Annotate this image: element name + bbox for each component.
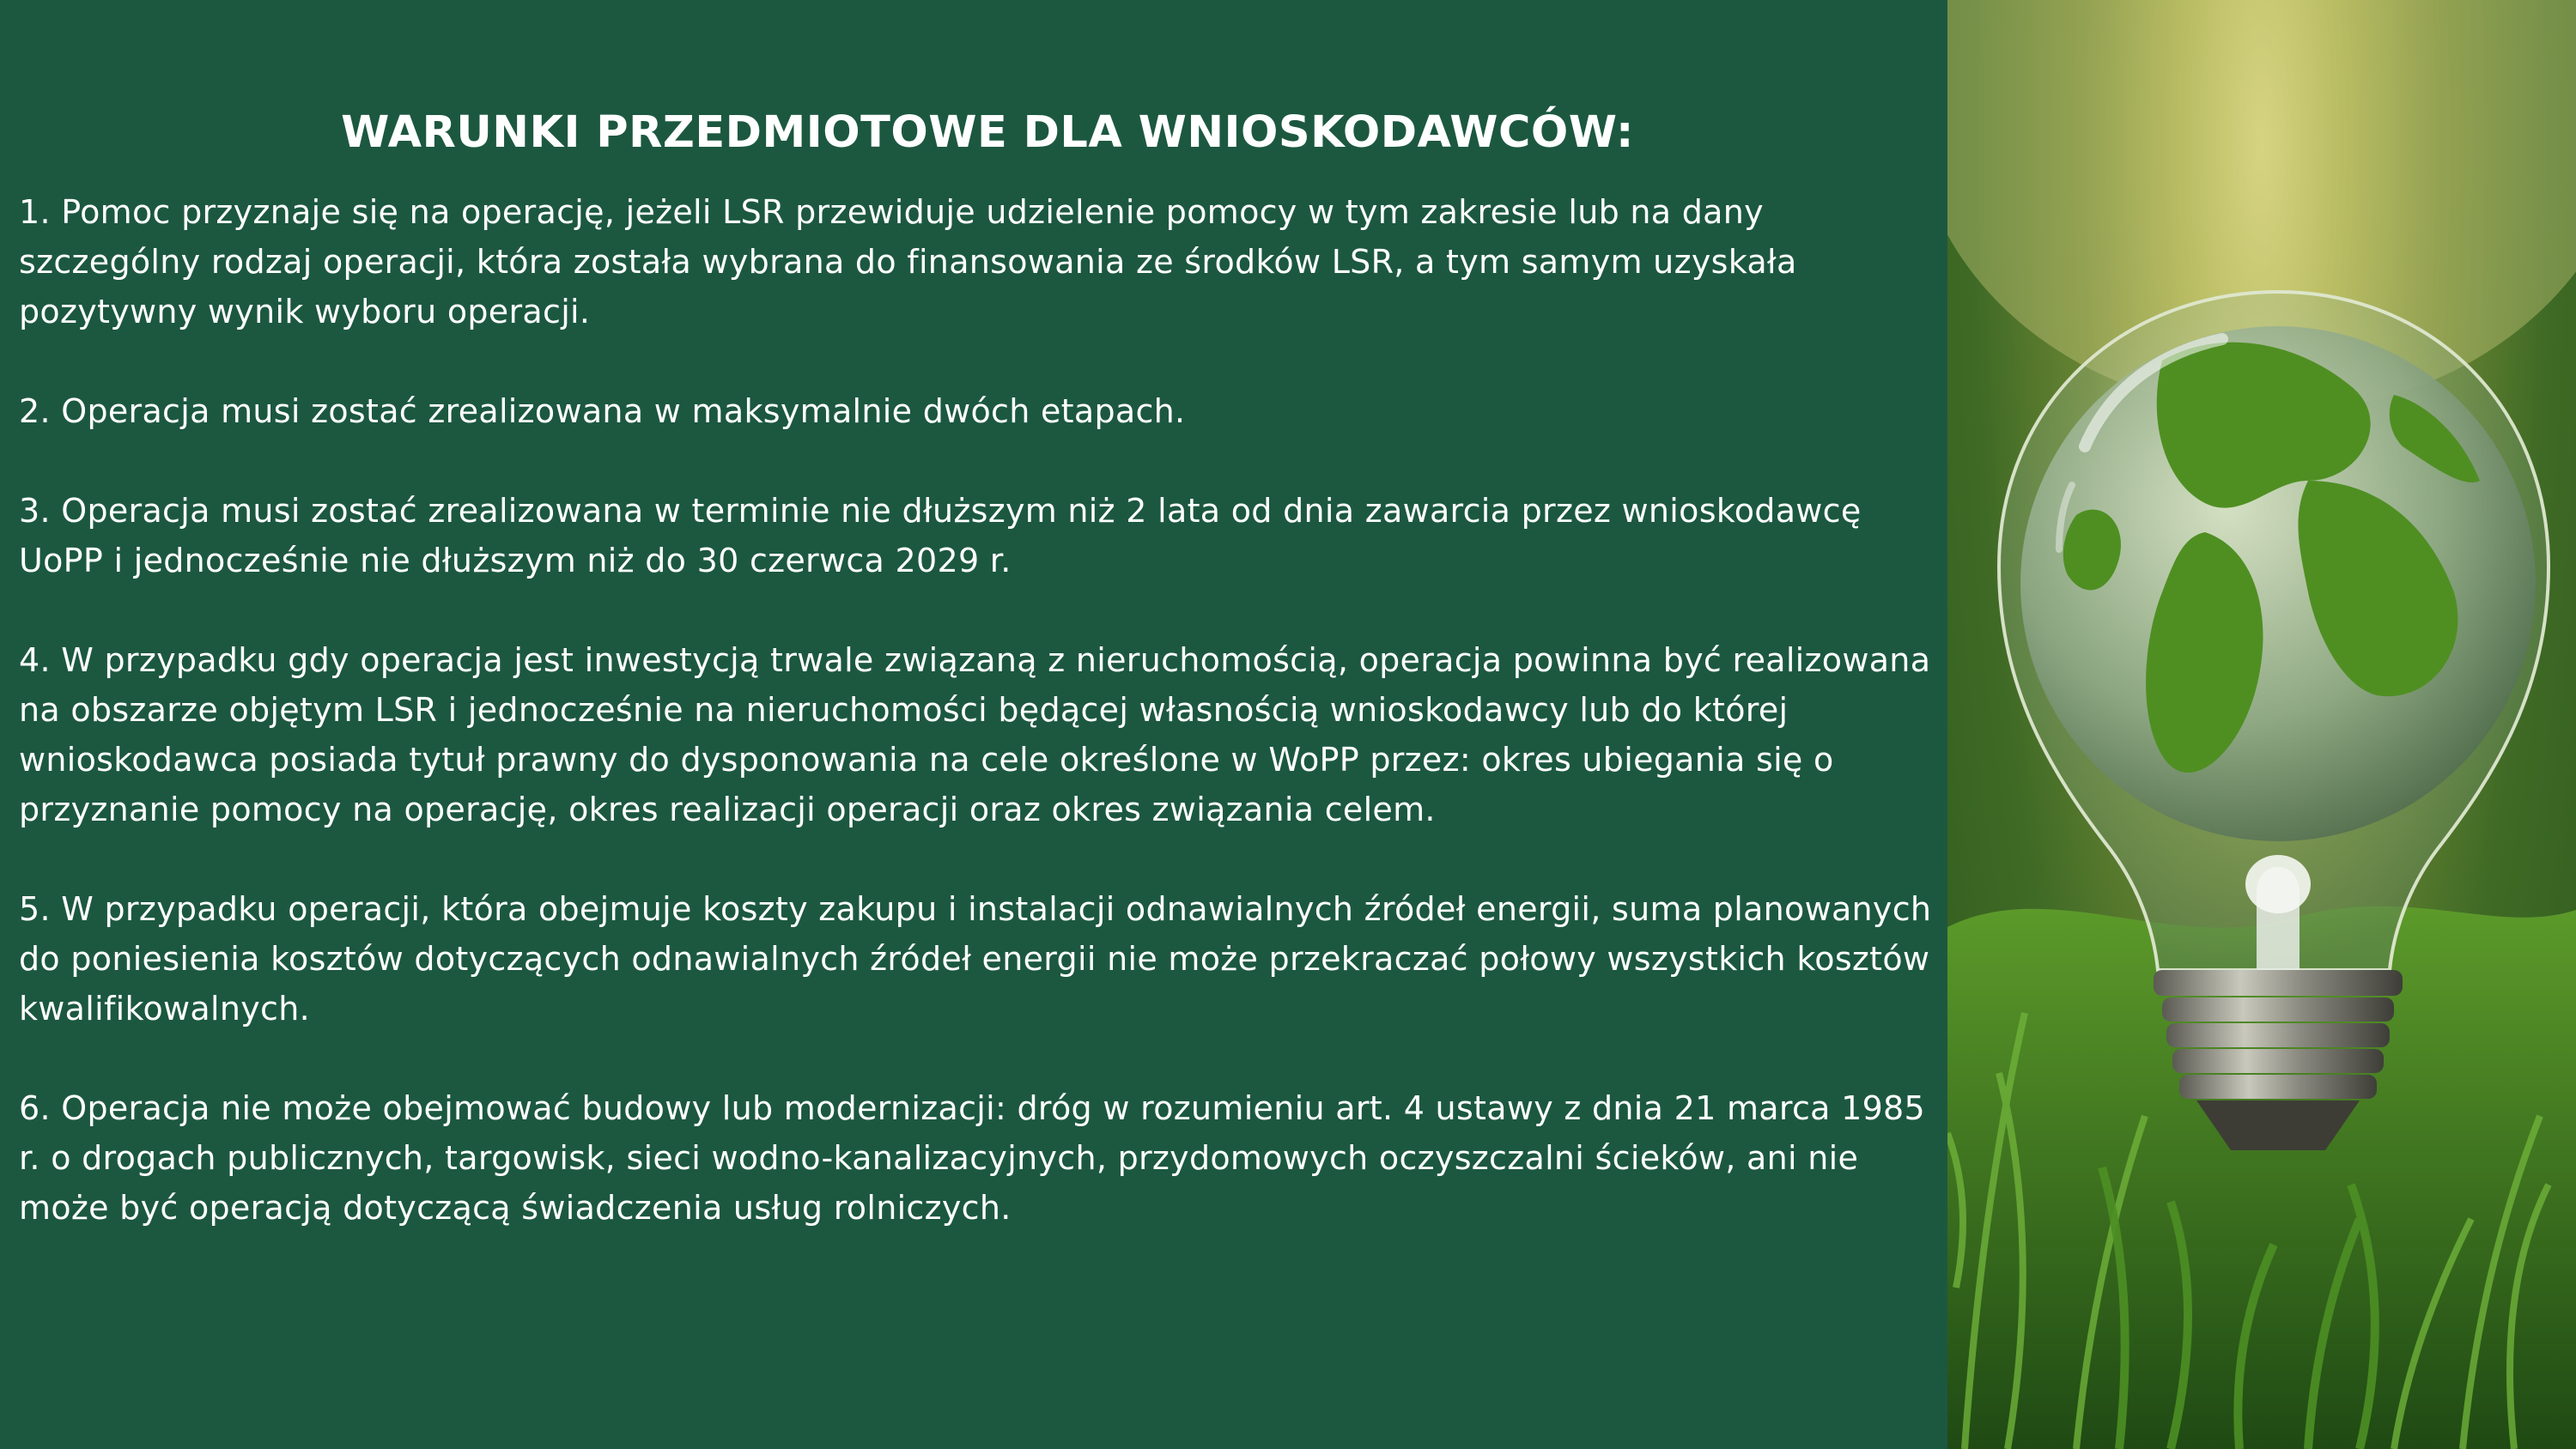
condition-item-5: 5. W przypadku operacji, która obejmuje koszty zakupu i instalacji odnawialnych źródeł energii, suma planowanych do poniesienia kosztów dotyczących odnawialnych źródeł energii nie może przekraczać połowy wszystkich kosztów kwalifikowalnych. — [19, 890, 1932, 1028]
conditions-list — [19, 187, 1942, 1282]
lightbulb-globe-icon — [1947, 0, 2576, 1449]
condition-item-6: 6. Operacja nie może obejmować budowy lub modernizacji: dróg w rozumieniu art. 4 ustawy z dnia 21 marca 1985 r. o drogach publicznych, targowisk, sieci wodno-kanalizacyjnych, przydomowych oczyszczalni ścieków, ani nie może być operacją dotyczącą świadczenia usług rolniczych. — [19, 1089, 1926, 1227]
condition-item-3: 3. Operacja musi zostać zrealizowana w terminie nie dłuższym niż 2 lata od dnia zawarcia przez wnioskodawcę UoPP i jednocześnie nie dłuższym niż do 30 czerwca 2029 r. — [19, 492, 1862, 579]
slide-title: WARUNKI PRZEDMIOTOWE DLA WNIOSKODAWCÓW: — [341, 107, 1634, 159]
condition-item-1: 1. Pomoc przyznaje się na operację, jeżeli LSR przewiduje udzielenie pomocy w tym zakresie lub na dany szczególny rodzaj operacji, która została wybrana do finansowania ze środków LSR, a tym samym uzyskała pozytywny wynik wyboru operacji. — [19, 193, 1797, 330]
condition-item-4: 4. W przypadku gdy operacja jest inwestycją trwale związaną z nieruchomością, operacja powinna być realizowana na obszarze objętym LSR i jednocześnie na nieruchomości będącej własnością wnioskodawcy lub do której wnioskodawca posiada tytuł prawny do dysponowania na cele określone w WoPP przez: okres ubiegania się o przyznanie pomocy na operację, okres realizacji operacji oraz okres związania celem. — [19, 641, 1931, 828]
condition-item-2: 2. Operacja musi zostać zrealizowana w maksymalnie dwóch etapach. — [19, 392, 1186, 430]
lightbulb-globe-image — [1947, 0, 2576, 1449]
